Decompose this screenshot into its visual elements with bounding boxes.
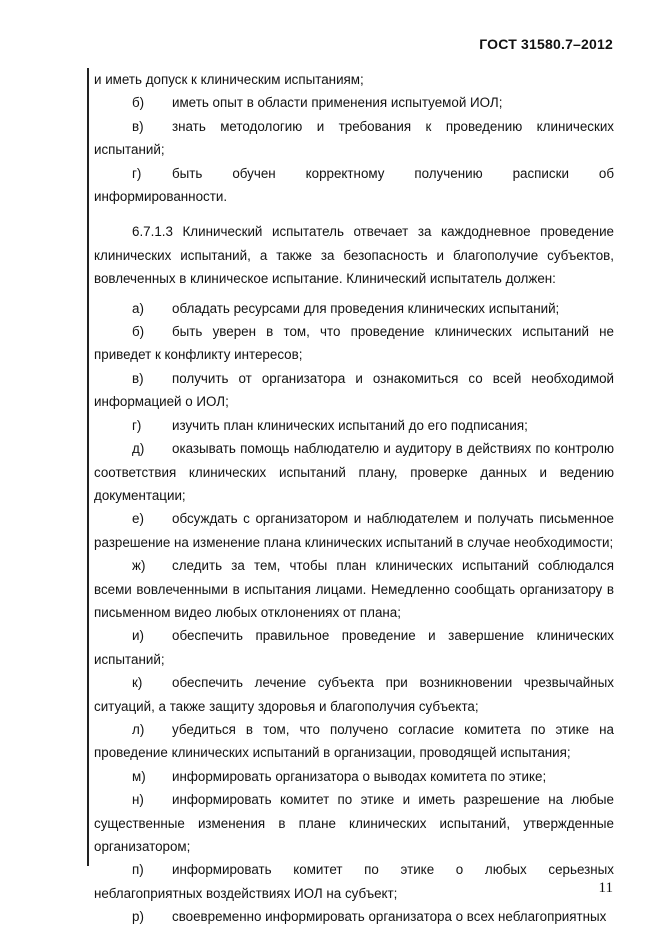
list-marker: в) xyxy=(132,118,144,134)
change-bar xyxy=(87,68,89,866)
clause-paragraph: 6.7.1.3 Клинический испытатель отвечает за каждодневное проведение клинических испытаний, а также за безопасность и благополучие субъектов, вовлеченных в клиническое испытание. Клинический испытатель должен: xyxy=(94,224,614,287)
list-marker: п) xyxy=(132,862,144,878)
list-marker: л) xyxy=(132,721,145,737)
list-item xyxy=(94,414,614,437)
list-text: своевременно информировать организатора о всех неблагоприятных xyxy=(172,909,607,925)
list-marker: н) xyxy=(132,792,144,808)
list-item xyxy=(94,671,614,718)
page-number: 11 xyxy=(598,880,613,896)
list-text: обеспечить лечение субъекта при возникновении чрезвычайных ситуаций, а также защиту здоровья и благополучия субъекта; xyxy=(94,675,614,714)
list-item xyxy=(94,554,614,624)
list-text: информировать комитет по этике о любых серьезных неблагоприятных воздействиях ИОЛ на субъект; xyxy=(94,862,614,901)
list-text: иметь опыт в области применения испытуемой ИОЛ; xyxy=(172,95,503,111)
list-marker: к) xyxy=(132,675,143,691)
list-item xyxy=(94,320,614,367)
list-item xyxy=(94,718,614,765)
list-item xyxy=(94,162,614,209)
list-text: быть уверен в том, что проведение клинических испытаний не приведет к конфликту интересов; xyxy=(94,324,614,363)
list-text: знать методологию и требования к проведению клинических испытаний; xyxy=(94,118,614,158)
list-item xyxy=(94,507,614,554)
list-marker: б) xyxy=(132,95,145,111)
list-marker: б) xyxy=(132,324,145,340)
list-marker: р) xyxy=(132,909,144,925)
list-item xyxy=(94,367,614,414)
list-text: обсуждать с организатором и наблюдателем и получать письменное разрешение на изменение плана клинических испытаний в случае необходимости; xyxy=(94,511,614,550)
list-text: обеспечить правильное проведение и завершение клинических испытаний; xyxy=(94,628,614,667)
intro-line: и иметь допуск к клиническим испытаниям; xyxy=(94,72,364,87)
list-item xyxy=(94,91,614,114)
list-text: получить от организатора и ознакомиться со всей необходимой информацией о ИОЛ; xyxy=(94,370,614,410)
list-marker: ж) xyxy=(132,558,146,574)
list-text: информировать комитет по этике и иметь разрешение на любые существенные изменения в плане клинических испытаний, утвержденные организатором; xyxy=(94,792,614,854)
list-marker: и) xyxy=(132,628,144,644)
list-text: информировать организатора о выводах комитета по этике; xyxy=(172,768,547,784)
list-marker: а) xyxy=(132,300,144,316)
page-body xyxy=(94,68,614,929)
list-item xyxy=(94,905,614,928)
list-text: обладать ресурсами для проведения клинических испытаний; xyxy=(172,300,560,316)
list-text: оказывать помощь наблюдателю и аудитору в действиях по контролю соответствия клинических испытаний плану, проверке данных и ведению документации; xyxy=(94,441,614,503)
list-item xyxy=(94,115,614,162)
list-item xyxy=(94,858,614,905)
list-marker: г) xyxy=(132,165,142,181)
list-text: изучить план клинических испытаний до его подписания; xyxy=(172,417,528,433)
list-text: убедиться в том, что получено согласие комитета по этике на проведение клинических испытаний в организации, проводящей испытания; xyxy=(94,721,614,761)
list-text: быть обучен корректному получению расписки об информированности. xyxy=(94,165,614,205)
list-item xyxy=(94,297,614,320)
list-marker: д) xyxy=(132,441,145,457)
list-item xyxy=(94,788,614,858)
list-text: следить за тем, чтобы план клинических испытаний соблюдался всеми вовлеченными в испытания лицами. Немедленно сообщать организатору в письменном видео любых отклонениях от плана; xyxy=(94,558,614,620)
document-header: ГОСТ 31580.7–2012 xyxy=(479,36,613,52)
list-marker: в) xyxy=(132,370,144,386)
list-marker: е) xyxy=(132,511,144,527)
list-marker: г) xyxy=(132,417,142,433)
list-item xyxy=(94,437,614,507)
list-item xyxy=(94,765,614,788)
list-item xyxy=(94,624,614,671)
list-marker: м) xyxy=(132,768,146,784)
